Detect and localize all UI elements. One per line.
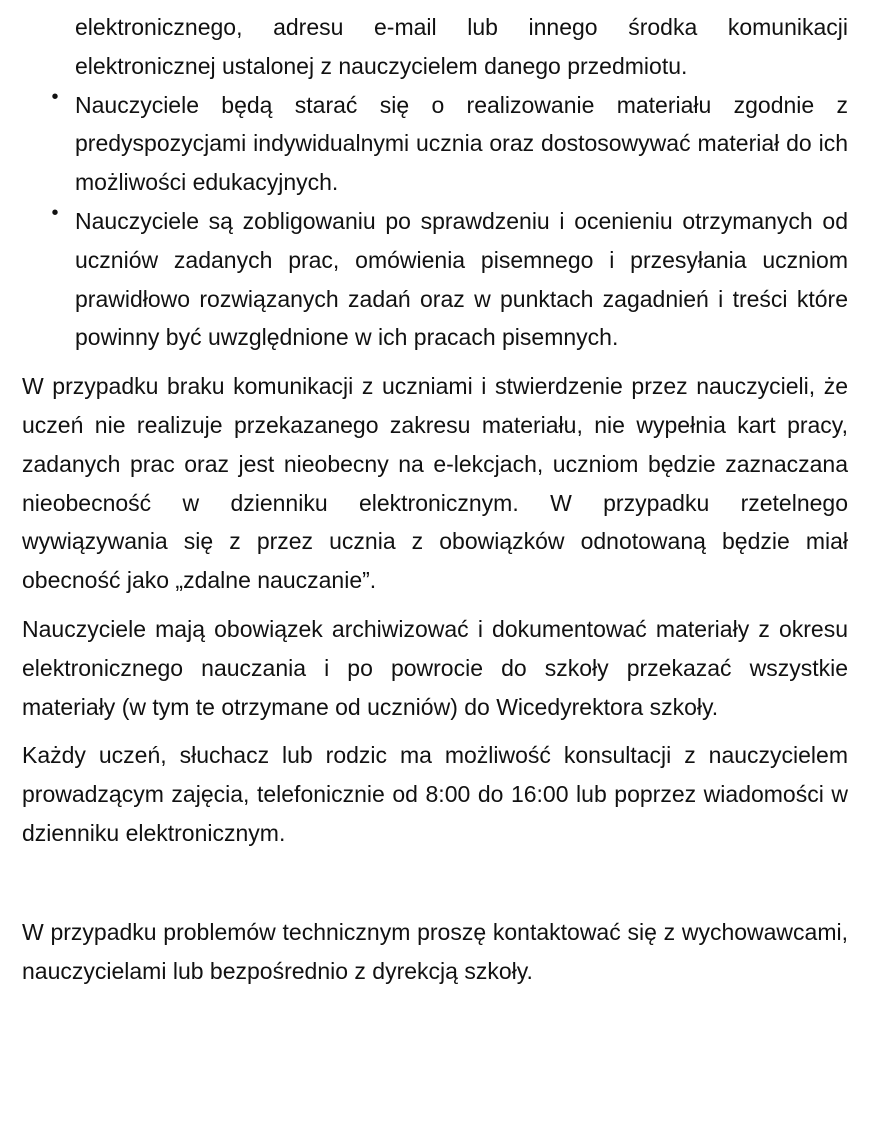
paragraph-archive: Nauczyciele mają obowiązek archiwizować i dokumentować materiały z okresu elektronicznego nauczania i po powrocie do szkoły przekazać wszystkie materiały (w tym te otrzymane od uczniów) do Wicedyrektora szkoły.	[22, 615, 848, 720]
paragraph-technical: W przypadku problemów technicznym proszę kontaktować się z wychowawcami, nauczycielami lub bezpośrednio z dyrekcją szkoły.	[22, 918, 848, 984]
list-item	[51, 201, 848, 357]
document-page	[22, 8, 848, 990]
paragraph-consultation: Każdy uczeń, słuchacz lub rodzic ma możliwość konsultacji z nauczycielem prowadzącym zajęcia, telefonicznie od 8:00 do 16:00 lub poprzez wiadomości w dzienniku elektronicznym.	[22, 742, 848, 846]
list-item	[51, 85, 848, 202]
bullet-text: Nauczyciele będą starać się o realizowanie materiału zgodnie z predyspozycjami indywidualnymi ucznia oraz dostosowywać materiał do ich możliwości edukacyjnych.	[75, 91, 848, 196]
bullet-icon: •	[51, 201, 59, 224]
bullet-list	[22, 86, 848, 358]
intro-continuation: elektronicznego, adresu e-mail lub innego środka komunikacji elektronicznej ustalonej z nauczycielem danego przedmiotu.	[75, 14, 848, 79]
bullet-icon: •	[51, 85, 59, 108]
paragraph-absence: W przypadku braku komunikacji z uczniami i stwierdzenie przez nauczycieli, że uczeń nie realizuje przekazanego zakresu materiału, nie wypełnia kart pracy, zadanych prac oraz jest nieobecny na e-lekcjach, uczniom będzie zaznaczana nieobecność w dzienniku elektronicznym. W przypadku rzetelnego wywiązywania się z przez ucznia z obowiązków odnotowaną będzie miał obecność jako „zdalne nauczanie”.	[22, 373, 848, 594]
bullet-text: Nauczyciele są zobligowaniu po sprawdzeniu i ocenieniu otrzymanych od uczniów zadanych prac, omówienia pisemnego i przesyłania uczniom prawidłowo rozwiązanych zadań oraz w punktach zagadnień i treści które powinny być uwzględnione w ich pracach pisemnych.	[75, 207, 848, 351]
